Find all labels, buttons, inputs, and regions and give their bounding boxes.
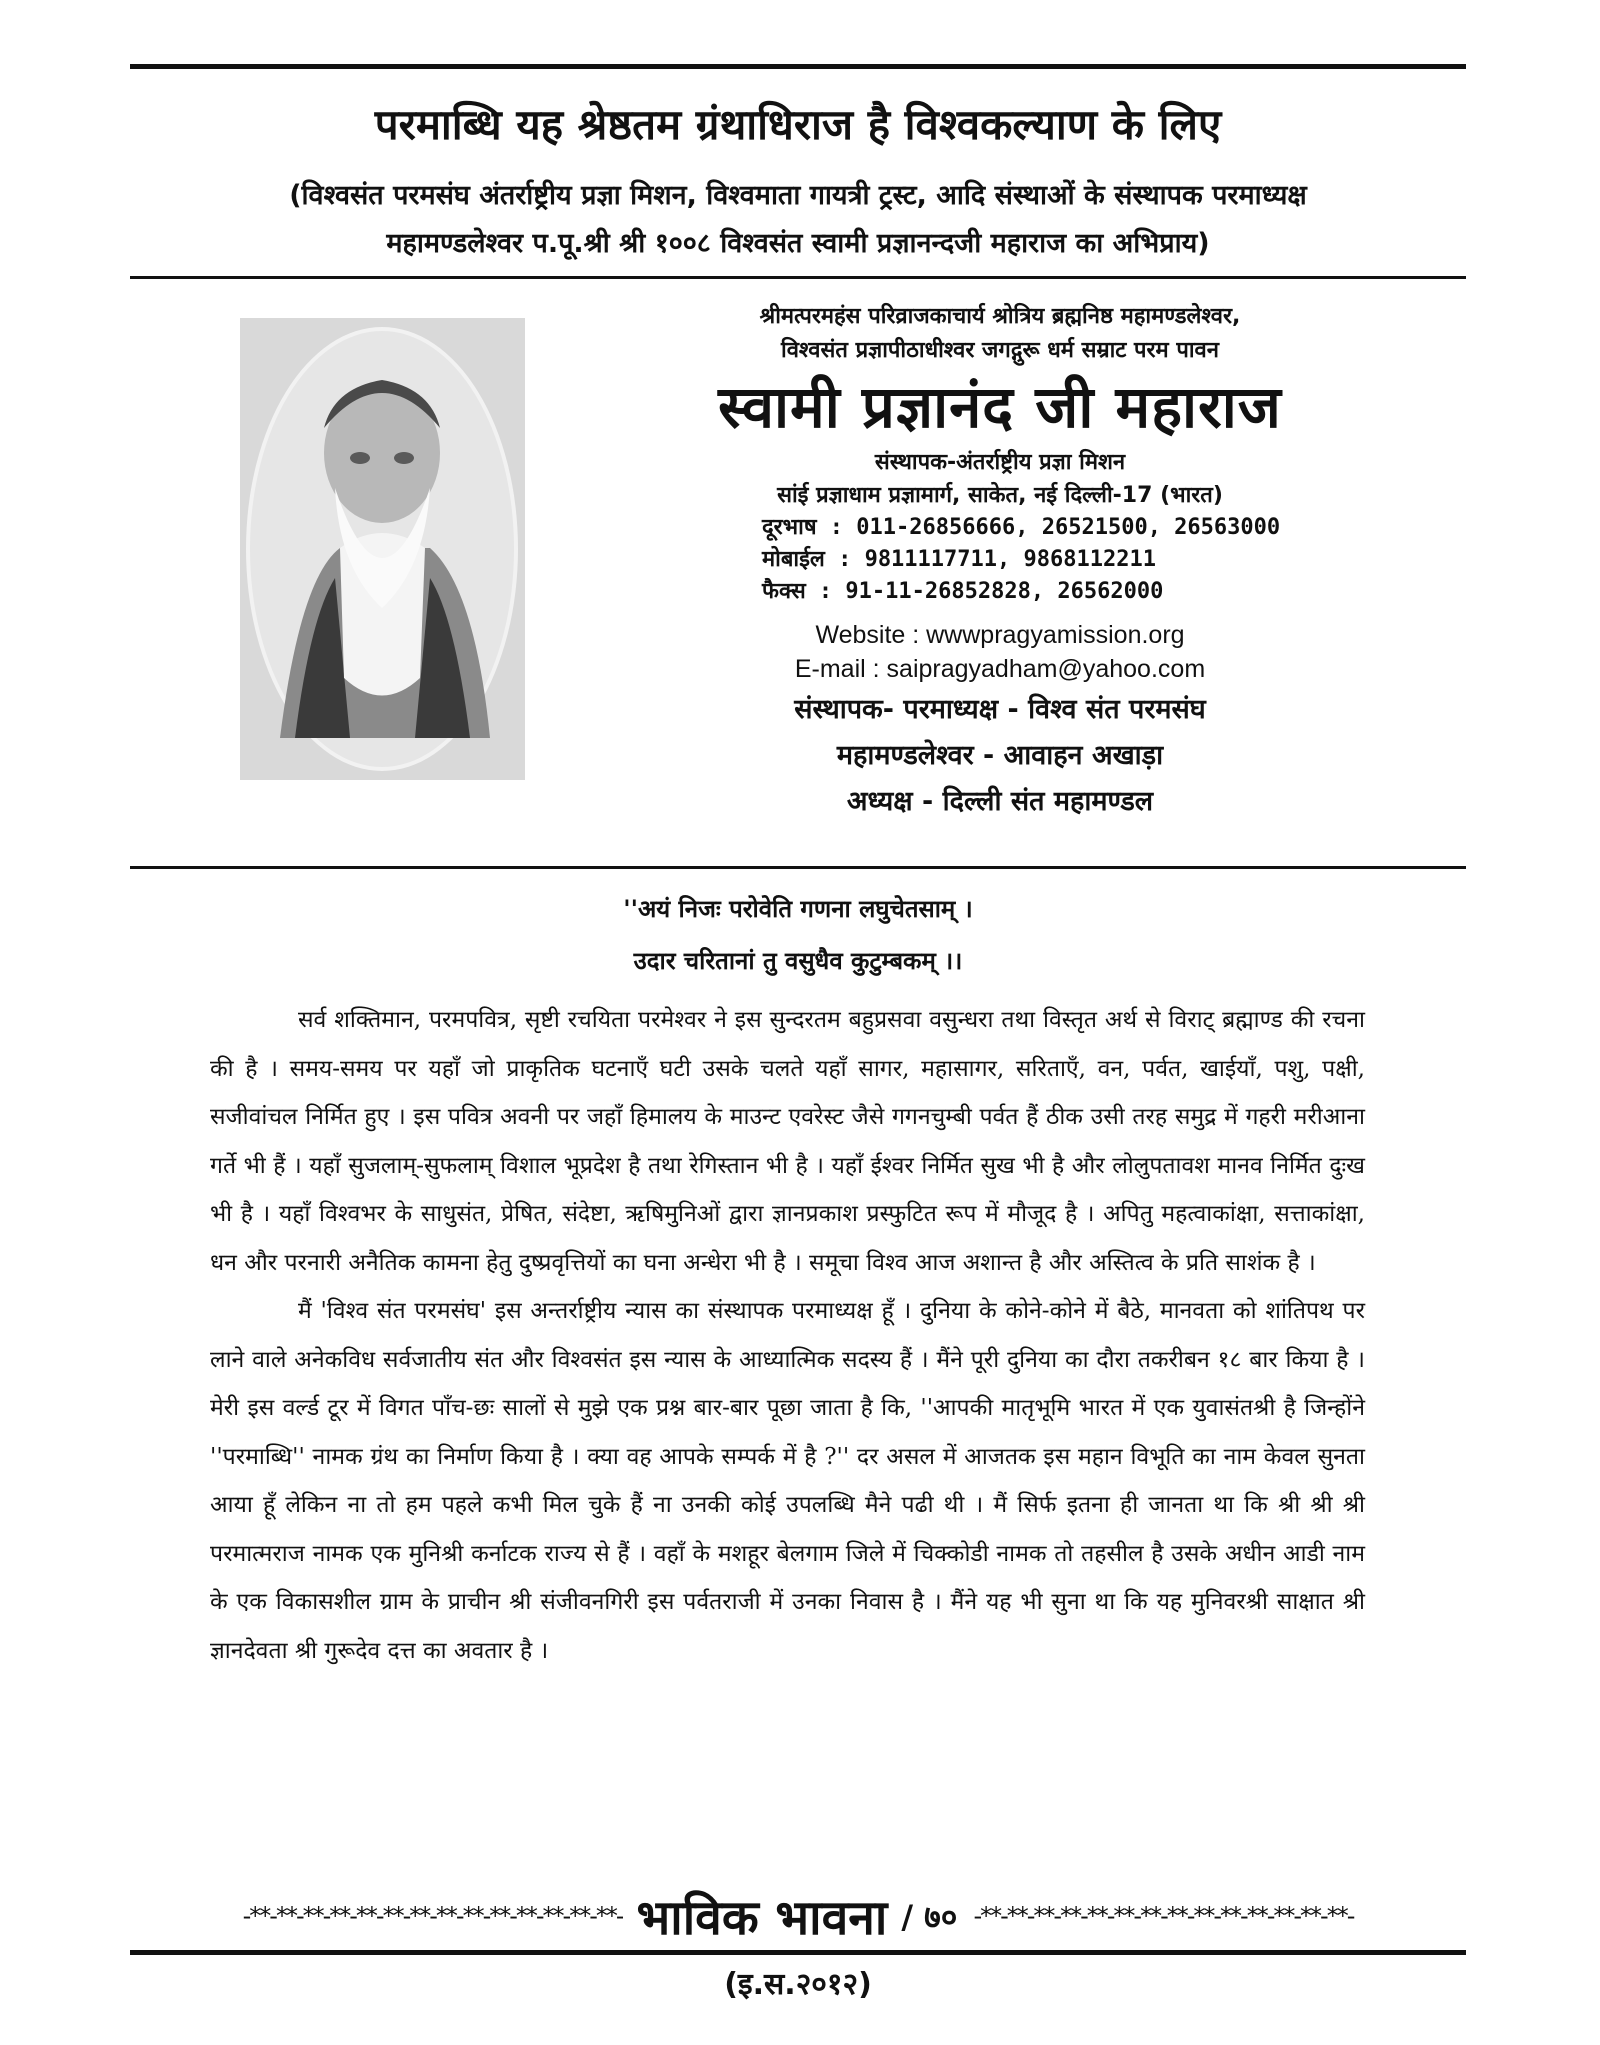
page-number: / ७० bbox=[901, 1897, 958, 1936]
subtitle-line-1: (विश्वसंत परमसंघ अंतर्राष्ट्रीय प्रज्ञा मिशन, विश्वमाता गायत्री ट्रस्ट, आदि संस्थाओं के संस्थापक परमाध्यक्ष bbox=[289, 180, 1307, 211]
article-title: परमाब्धि यह श्रेष्ठतम ग्रंथाधिराज है विश्वकल्याण के लिए bbox=[374, 100, 1222, 149]
footer-ornament-left: -**-**-**-**-**-**-**-**-**-**-**-**-**-**- bbox=[242, 1902, 623, 1930]
email-line: E-mail : saipragyadham@yahoo.com bbox=[794, 655, 1206, 683]
header-rule bbox=[130, 276, 1466, 279]
sloka-line-1: ''अयं निजः परोवेति गणना लघुचेतसाम् । bbox=[623, 895, 973, 923]
publication-year: (इ.स.२०१२) bbox=[724, 1967, 872, 2002]
address-line: सांई प्रज्ञाधाम प्रज्ञामार्ग, साकेत, नई दिल्ली-17 (भारत) bbox=[777, 483, 1223, 508]
role-line-1: संस्थापक- परमाध्यक्ष - विश्व संत परमसंघ bbox=[794, 694, 1206, 725]
footer-rule bbox=[130, 1950, 1466, 1955]
subtitle-line-2: महामण्डलेश्वर प.पू.श्री श्री १००८ विश्वसंत स्वामी प्रज्ञानन्दजी महाराज का अभिप्राय) bbox=[386, 228, 1210, 259]
portrait-image bbox=[240, 318, 525, 780]
footer-ornament-right: -**-**-**-**-**-**-**-**-**-**-**-**-**-**- bbox=[973, 1902, 1354, 1930]
profile-block bbox=[620, 300, 1380, 824]
publication-name: भाविक भावना bbox=[636, 1889, 888, 1946]
role-line-2: महामण्डलेश्वर - आवाहन अखाड़ा bbox=[836, 740, 1164, 771]
article-subtitle bbox=[130, 172, 1466, 268]
designation-line-2: विश्वसंत प्रज्ञापीठाधीश्वर जगद्गुरू धर्म सम्राट परम पावन bbox=[781, 338, 1219, 363]
portrait-photo bbox=[240, 318, 525, 780]
body-paragraph-2: मैं 'विश्व संत परमसंघ' इस अन्तर्राष्ट्रीय न्यास का संस्थापक परमाध्यक्ष हूँ । दुनिया के कोने-कोने में बैठे, मानवता को शांतिपथ पर लाने वाले अनेकविध सर्वजातीय संत और विश्वसंत इस न्यास के आध्यात्मिक सदस्य हैं । मैंने पूरी दुनिया का दौरा तकरीबन १८ बार किया है । मेरी इस वर्ल्ड टूर में विगत पाँच-छः सालों से मुझे एक प्रश्न बार-बार पूछा जाता है कि, ''आपकी मातृभूमि भारत में एक युवासंतश्री है जिन्होंने ''परमाब्धि'' नामक ग्रंथ का निर्माण किया है । क्या वह आपके सम्पर्क में है ?'' दर असल में आजतक इस महान विभूति का नाम केवल सुनता आया हूँ लेकिन ना तो हम पहले कभी मिल चुके हैं ना उनकी कोई उपलब्धि मैने पढी थी । मैं सिर्फ इतना ही जानता था कि श्री श्री श्री परमात्मराज नामक एक मुनिश्री कर्नाटक राज्य से हैं । वहाँ के मशहूर बेलगाम जिले में चिक्कोडी नामक तो तहसील है उसके अधीन आडी नाम के एक विकासशील ग्राम के प्राचीन श्री संजीवनगिरी इस पर्वतराजी में उनका निवास है । मैंने यह भी सुना था कि यह मुनिवरश्री साक्षात श्री ज्ञानदेवता श्री गुरूदेव दत्त का अवतार है । bbox=[210, 1298, 1365, 1664]
page-footer bbox=[130, 1886, 1466, 1946]
founder-line: संस्थापक-अंतर्राष्ट्रीय प्रज्ञा मिशन bbox=[874, 450, 1126, 475]
designation-line-1: श्रीमत्परमहंस परिव्राजकाचार्य श्रोत्रिय ब्रह्मनिष्ठ महामण्डलेश्वर, bbox=[759, 304, 1241, 329]
role-line-3: अध्यक्ष - दिल्ली संत महामण्डल bbox=[846, 786, 1154, 817]
article-body bbox=[210, 996, 1365, 1675]
website-line: Website : wwwpragyamission.org bbox=[815, 621, 1185, 649]
sloka-line-2: उदार चरितानां तु वसुधैव कुटुम्बकम् ।। bbox=[633, 947, 963, 975]
profile-name: स्वामी प्रज्ञानंद जी महाराज bbox=[718, 373, 1282, 441]
body-paragraph-1: सर्व शक्तिमान, परमपवित्र, सृष्टी रचयिता परमेश्वर ने इस सुन्दरतम बहुप्रसवा वसुन्धरा तथा विस्तृत अर्थ से विराट् ब्रह्माण्ड की रचना की है । समय-समय पर यहाँ जो प्राकृतिक घटनाएँ घटी उसके चलते यहाँ सागर, महासागर, सरिताएँ, वन, पर्वत, खाईयाँ, पशु, पक्षी, सजीवांचल निर्मित हुए । इस पवित्र अवनी पर जहाँ हिमालय के माउन्ट एवरेस्ट जैसे गगनचुम्बी पर्वत हैं ठीक उसी तरह समुद्र में गहरी मरीआना गर्ते भी हैं । यहाँ सुजलाम्-सुफलाम् विशाल भूप्रदेश है तथा रेगिस्तान भी है । यहाँ ईश्वर निर्मित सुख भी है और लोलुपतावश मानव निर्मित दुःख भी है । यहाँ विश्वभर के साधुसंत, प्रेषित, संदेष्टा, ऋषिमुनिओं द्वारा ज्ञानप्रकाश प्रस्फुटित रूप में मौजूद है । अपितु महत्वाकांक्षा, सत्ताकांक्षा, धन और परनारी अनैतिक कामना हेतु दुष्प्रवृत्तियों का घना अन्धेरा भी है । समूचा विश्व आज अशान्त है और अस्तित्व के प्रति साशंक है । bbox=[210, 1007, 1365, 1276]
mobile-line: मोबाईल : 9811117711, 9868112211 bbox=[762, 547, 1156, 572]
section-rule bbox=[130, 866, 1466, 869]
top-rule bbox=[130, 64, 1466, 69]
fax-line: फैक्स : 91-11-26852828, 26562000 bbox=[762, 579, 1164, 604]
phone-line: दूरभाष : 011-26856666, 26521500, 26563000 bbox=[762, 515, 1281, 540]
